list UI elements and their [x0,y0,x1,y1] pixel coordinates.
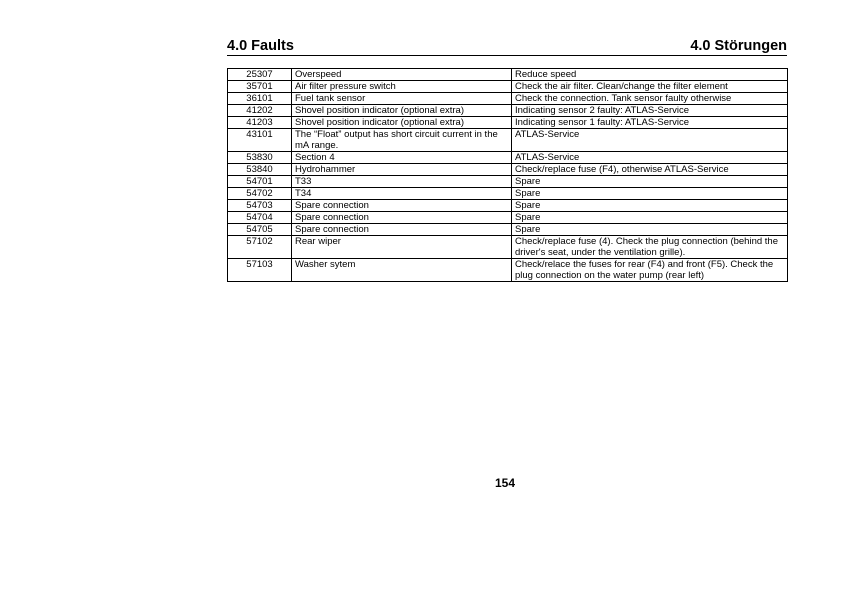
fault-code-cell: 41202 [228,105,292,117]
fault-description-cell: Hydrohammer [292,164,512,176]
fault-action-cell: Check/replace fuse (F4), otherwise ATLAS-Service [512,164,788,176]
fault-code-cell: 36101 [228,93,292,105]
fault-code-cell: 54702 [228,188,292,200]
table-row [228,188,788,200]
fault-action-cell: Spare [512,212,788,224]
fault-description-cell: Rear wiper [292,236,512,259]
page-number: 154 [494,476,516,490]
fault-description-cell: Washer sytem [292,259,512,282]
fault-description-cell: T33 [292,176,512,188]
table-row [228,200,788,212]
fault-action-cell: Check the connection. Tank sensor faulty otherwise [512,93,788,105]
table-row [228,105,788,117]
fault-description-cell: Air filter pressure switch [292,81,512,93]
fault-action-cell: ATLAS-Service [512,129,788,152]
fault-description-cell: The “Float” output has short circuit current in the mA range. [292,129,512,152]
fault-code-cell: 57103 [228,259,292,282]
fault-code-table [227,68,788,282]
fault-code-cell: 41203 [228,117,292,129]
table-row [228,212,788,224]
fault-action-cell: Spare [512,200,788,212]
fault-code-cell: 54701 [228,176,292,188]
fault-action-cell: Check/relace the fuses for rear (F4) and front (F5). Check the plug connection on the water pump (rear left) [512,259,788,282]
fault-description-cell: Shovel position indicator (optional extra) [292,117,512,129]
fault-code-cell: 54704 [228,212,292,224]
fault-description-cell: Fuel tank sensor [292,93,512,105]
table-row [228,152,788,164]
table-row [228,69,788,81]
fault-description-cell: Overspeed [292,69,512,81]
fault-description-cell: T34 [292,188,512,200]
fault-code-cell: 54705 [228,224,292,236]
fault-code-cell: 43101 [228,129,292,152]
fault-action-cell: Check the air filter. Clean/change the filter element [512,81,788,93]
fault-action-cell: Spare [512,224,788,236]
fault-action-cell: Reduce speed [512,69,788,81]
table-row [228,164,788,176]
table-row [228,117,788,129]
page-header [227,37,787,56]
fault-code-cell: 53830 [228,152,292,164]
fault-code-cell: 53840 [228,164,292,176]
fault-description-cell: Spare connection [292,212,512,224]
table-row [228,93,788,105]
fault-code-cell: 35701 [228,81,292,93]
fault-description-cell: Section 4 [292,152,512,164]
fault-description-cell: Shovel position indicator (optional extra) [292,105,512,117]
fault-action-cell: ATLAS-Service [512,152,788,164]
fault-code-cell: 54703 [228,200,292,212]
fault-description-cell: Spare connection [292,224,512,236]
table-row [228,176,788,188]
header-title-english: 4.0 Faults [227,38,294,54]
table-row [228,259,788,282]
fault-code-cell: 57102 [228,236,292,259]
fault-action-cell: Indicating sensor 2 faulty: ATLAS-Service [512,105,788,117]
fault-action-cell: Indicating sensor 1 faulty: ATLAS-Service [512,117,788,129]
fault-action-cell: Spare [512,176,788,188]
fault-code-cell: 25307 [228,69,292,81]
fault-action-cell: Check/replace fuse (4). Check the plug connection (behind the driver's seat, under the ventilation grille). [512,236,788,259]
table-row [228,224,788,236]
fault-action-cell: Spare [512,188,788,200]
table-row [228,236,788,259]
table-row [228,81,788,93]
fault-description-cell: Spare connection [292,200,512,212]
header-title-german: 4.0 Störungen [690,38,787,54]
table-row [228,129,788,152]
